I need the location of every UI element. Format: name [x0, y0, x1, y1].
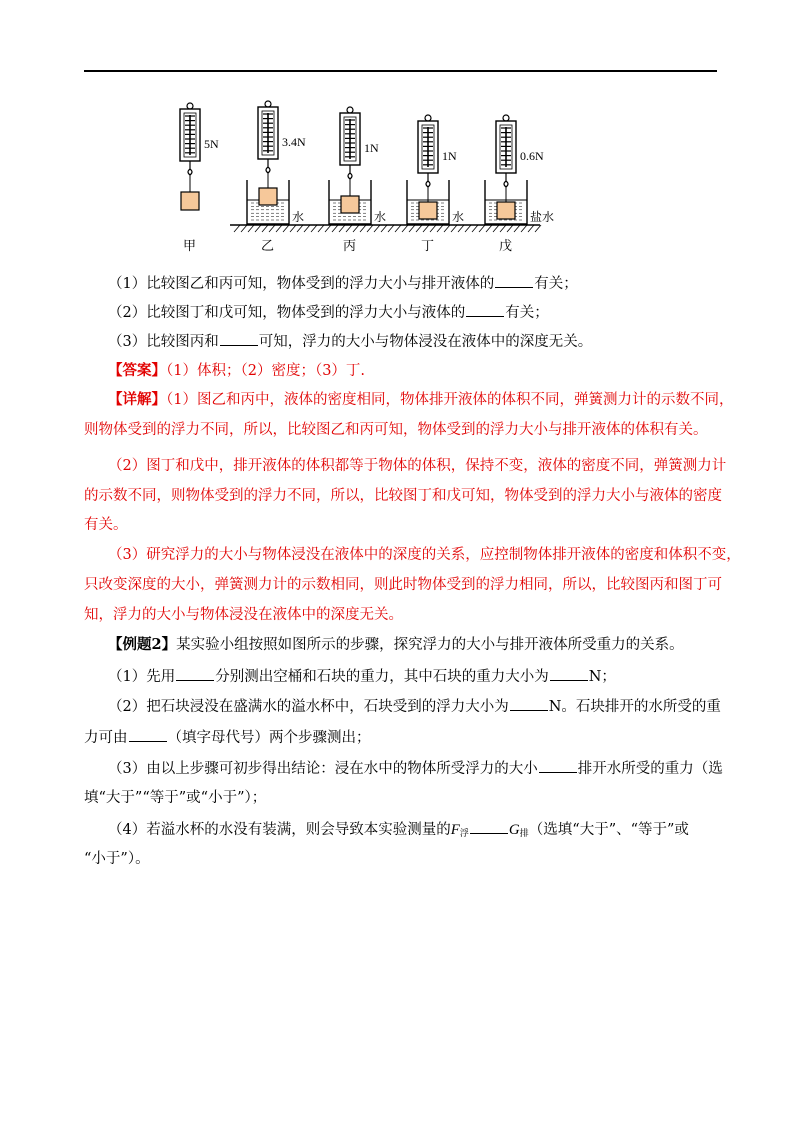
- detail-p1b: 则物体受到的浮力不同，所以，比较图乙和丙可知，物体受到的浮力大小与排开液体的体积有关。: [84, 422, 708, 438]
- scale-ring: [265, 101, 271, 107]
- ground-hatch: [325, 225, 331, 232]
- ground-hatch: [479, 225, 485, 232]
- answer-blank: [470, 819, 508, 834]
- ex2-q2a: （2）把石块浸没在盛满水的溢水杯中，石块受到的浮力大小为 N。石块排开的水所受的重: [108, 696, 748, 717]
- gauge-reading: 1N: [364, 141, 379, 155]
- figure-label: 丁: [421, 239, 435, 254]
- answer-tag: 【答案】: [108, 362, 166, 379]
- vessel-liquid-label: 水: [374, 210, 387, 224]
- ground-hatch: [367, 225, 373, 232]
- ground-hatch: [465, 225, 471, 232]
- scale-hook: [348, 165, 352, 179]
- ground-hatch: [444, 225, 450, 232]
- spring-scale-figure: [160, 100, 555, 260]
- ground-hatch: [486, 225, 492, 232]
- experiment-diagram: [160, 100, 555, 260]
- ex2-q4b: “小于”）。: [84, 851, 150, 867]
- q1-line3: （3）比较图丙和 可知，浮力的大小与物体浸没在液体中的深度无关。: [108, 331, 748, 352]
- ex2-q3a: （3）由以上步骤可初步得出结论：浸在水中的物体所受浮力的大小 排开水所受的重力（选: [108, 758, 748, 779]
- figure-label: 甲: [183, 239, 197, 254]
- ground-hatch: [346, 225, 352, 232]
- detail-p2b: 的示数不同，则物体受到的浮力不同，所以，比较图丁和戊可知，物体受到的浮力大小与液体的密度: [84, 488, 722, 504]
- ground-hatch: [500, 225, 506, 232]
- ex2-q2b: 力可由 （填字母代号）两个步骤测出；: [84, 727, 724, 748]
- ground-hatch: [290, 225, 296, 232]
- gauge-reading: 3.4N: [282, 135, 306, 149]
- gauge-reading: 1N: [442, 149, 457, 163]
- ground-hatch: [528, 225, 534, 232]
- ground-hatch: [262, 225, 268, 232]
- ground-hatch: [339, 225, 345, 232]
- ground-hatch: [395, 225, 401, 232]
- ground-hatch: [283, 225, 289, 232]
- scale-ring: [425, 115, 431, 121]
- detail-p2a: （2）图丁和戊中，排开液体的体积都等于物体的体积，保持不变，液体的密度不同，弹簧测力计: [108, 458, 727, 474]
- ground-hatch: [248, 225, 254, 232]
- scale-ring: [187, 103, 193, 109]
- answer-blank: [220, 331, 258, 346]
- ground-hatch: [458, 225, 464, 232]
- detail-p3c: 知，浮力的大小与物体浸没在液体中的深度无关。: [84, 607, 403, 623]
- ground-hatch: [332, 225, 338, 232]
- ex2-tag: 【例题2】: [108, 636, 177, 653]
- scale-hook: [426, 173, 430, 187]
- detail-p1a: 【详解】（1）图乙和丙中，液体的密度相同，物体排开液体的体积不同，弹簧测力计的示数不同，: [108, 391, 734, 408]
- object-block: [419, 202, 437, 219]
- ground-hatch: [521, 225, 527, 232]
- ground-hatch: [318, 225, 324, 232]
- ground-hatch: [388, 225, 394, 232]
- ground-hatch: [304, 225, 310, 232]
- ground-hatch: [416, 225, 422, 232]
- q1-line2: （2）比较图丁和戊可知，物体受到的浮力大小与液体的 有关；: [108, 302, 748, 323]
- ground-hatch: [402, 225, 408, 232]
- ground-hatch: [360, 225, 366, 232]
- answer-blank: [466, 302, 504, 317]
- ground-hatch: [507, 225, 513, 232]
- object-block: [341, 196, 359, 213]
- figure-label: 丙: [343, 239, 357, 254]
- ground-hatch: [255, 225, 261, 232]
- answer-line: 【答案】（1）体积；（2）密度；（3）丁.: [108, 362, 366, 379]
- ground-hatch: [297, 225, 303, 232]
- answer-blank: [539, 758, 577, 773]
- ex2-q3b: 填“大于”“等于”或“小于”）；: [84, 790, 267, 806]
- object-block: [181, 192, 199, 210]
- ground-hatch: [423, 225, 429, 232]
- answer-blank: [129, 727, 167, 742]
- ground-hatch: [472, 225, 478, 232]
- ground-hatch: [353, 225, 359, 232]
- ground-hatch: [241, 225, 247, 232]
- gauge-reading: 0.6N: [520, 149, 544, 163]
- ground-hatch: [535, 225, 541, 232]
- vessel-liquid-label: 水: [452, 210, 465, 224]
- ground-hatch: [381, 225, 387, 232]
- ground-hatch: [276, 225, 282, 232]
- q1-line1: （1）比较图乙和丙可知，物体受到的浮力大小与排开液体的 有关；: [108, 273, 748, 294]
- ground-hatch: [437, 225, 443, 232]
- vessel-liquid-label: 盐水: [530, 210, 555, 224]
- vessel-liquid-label: 水: [292, 210, 305, 224]
- detail-p3b: 只改变深度的大小，弹簧测力计的示数相同，则此时物体受到的浮力相同，所以，比较图丙和图丁可: [84, 577, 722, 593]
- ground-hatch: [451, 225, 457, 232]
- ground-hatch: [374, 225, 380, 232]
- ground-hatch: [234, 225, 240, 232]
- figure-label: 戊: [499, 239, 513, 254]
- answer-blank: [176, 666, 214, 681]
- answer-blank: [510, 696, 548, 711]
- ground-hatch: [311, 225, 317, 232]
- detail-tag: 【详解】: [108, 391, 166, 408]
- answer-blank: [550, 666, 588, 681]
- ex2-intro: 【例题2】某实验小组按照如图所示的步骤，探究浮力的大小与排开液体所受重力的关系。: [108, 636, 684, 653]
- object-block: [259, 188, 277, 205]
- figure-label: 乙: [261, 239, 275, 254]
- ground-hatch: [430, 225, 436, 232]
- scale-hook: [266, 159, 270, 173]
- scale-ring: [347, 107, 353, 113]
- scale-hook: [504, 173, 508, 187]
- detail-p2c: 有关。: [84, 517, 128, 533]
- header-rule: [84, 70, 717, 72]
- gauge-reading: 5N: [204, 137, 219, 151]
- ex2-q1: （1）先用 分别测出空桶和石块的重力，其中石块的重力大小为 N；: [108, 666, 748, 687]
- answer-blank: [495, 273, 533, 288]
- ground-hatch: [493, 225, 499, 232]
- detail-p3a: （3）研究浮力的大小与物体浸没在液体中的深度的关系，应控制物体排开液体的密度和体积不变，: [108, 547, 741, 563]
- ground-hatch: [269, 225, 275, 232]
- scale-ring: [503, 115, 509, 121]
- object-block: [497, 202, 515, 219]
- ground-hatch: [409, 225, 415, 232]
- ground-hatch: [514, 225, 520, 232]
- ex2-q4a: （4）若溢水杯的水没有装满，则会导致本实验测量的$F_浮$ $G_排$（选填“大于”、“等于”或: [108, 819, 748, 844]
- scale-hook: [188, 161, 192, 175]
